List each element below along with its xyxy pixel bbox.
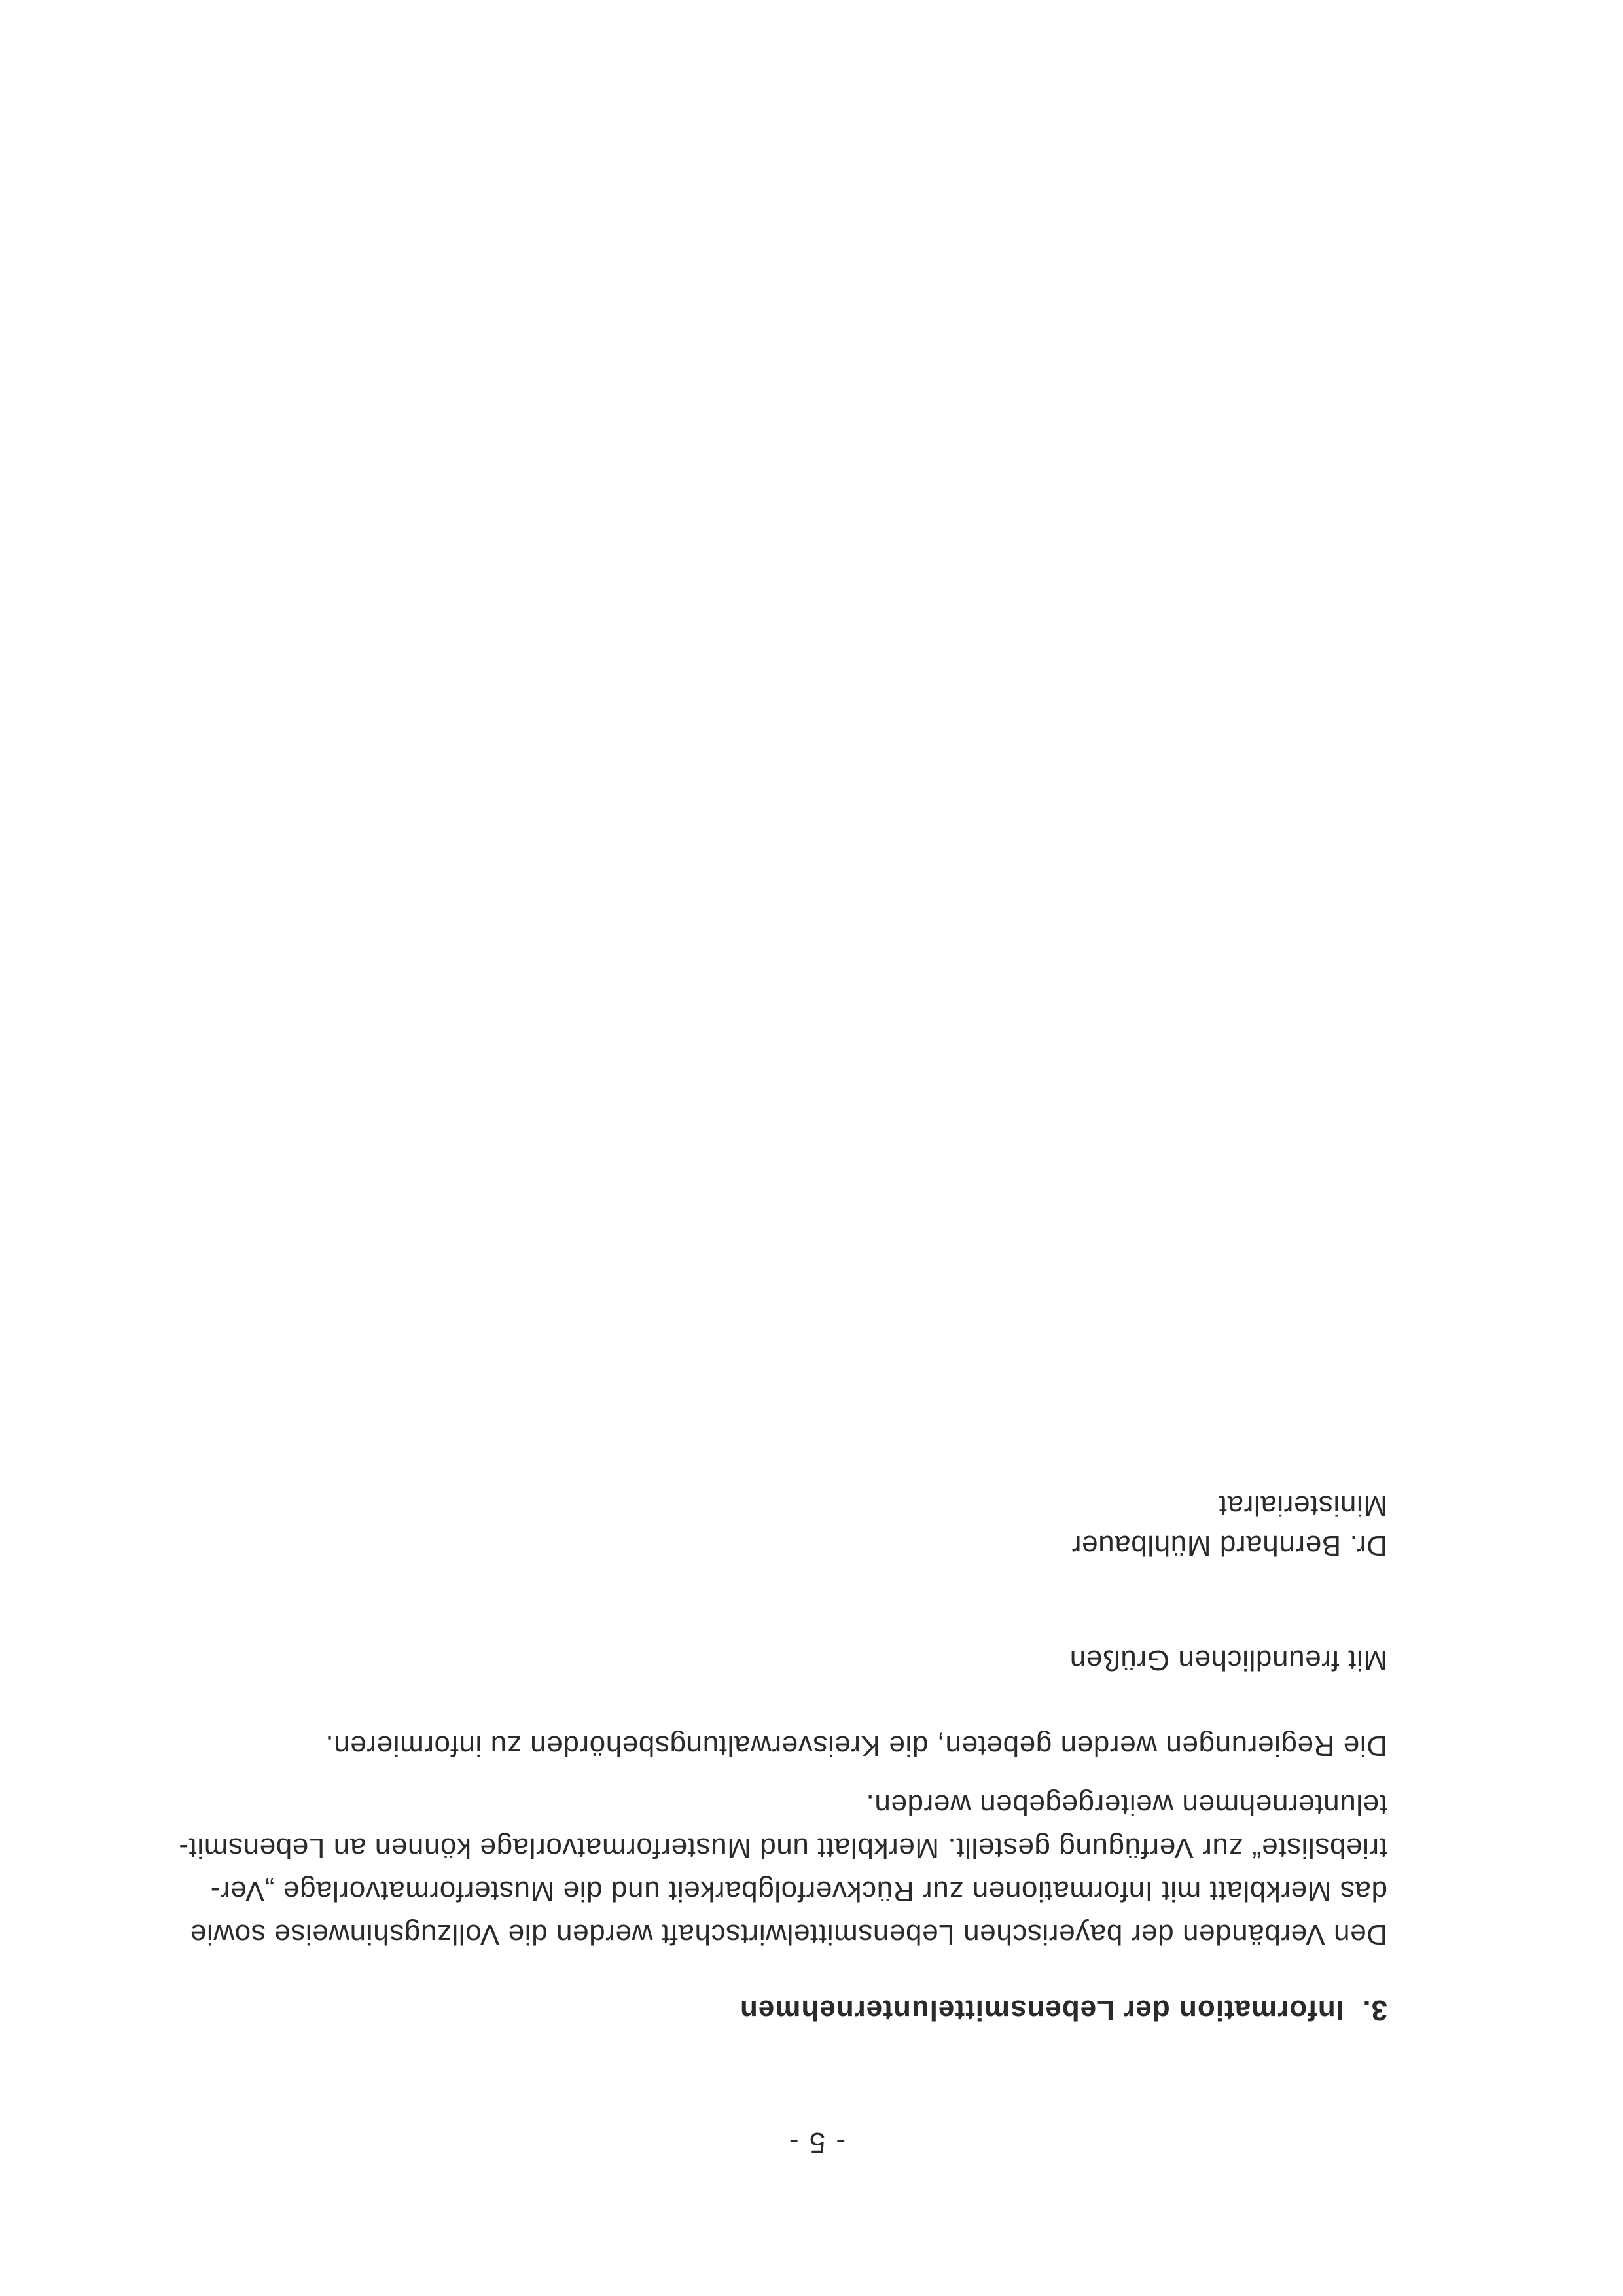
paragraph-line: telunternehmen weitergegeben werden.: [865, 1789, 1387, 1821]
section-number: 3.: [1362, 1994, 1387, 2026]
page-number: - 5 -: [787, 2126, 846, 2159]
section-heading: [740, 1994, 1387, 2026]
paragraph-line: Die Regierungen werden gebeten, die Kreisverwaltungsbehörden zu informieren.: [325, 1730, 1387, 1762]
signatory-title: Ministerialrat: [1219, 1490, 1387, 1522]
paragraph-line: triebsliste“ zur Verfügung gestellt. Merkblatt und Musterformatvorlage können an Lebensmit-: [178, 1832, 1387, 1864]
signatory-name: Dr. Bernhard Mühlbauer: [1071, 1530, 1387, 1562]
paragraph-line: Den Verbänden der bayerischen Lebensmittelwirtschaft werden die Vollzugshinweise sowie: [190, 1918, 1387, 1950]
section-title: Information der Lebensmittelunternehmen: [740, 1994, 1344, 2026]
paragraph-intro: [178, 1783, 1387, 1956]
paragraph-line: das Merkblatt mit Informationen zur Rückverfolgbarkeit und die Musterformatvorlage „Ver-: [210, 1875, 1387, 1907]
paragraph-regierungen: [216, 1724, 1387, 1767]
closing-greeting: Mit freundlichen Grüßen: [1069, 1644, 1387, 1676]
